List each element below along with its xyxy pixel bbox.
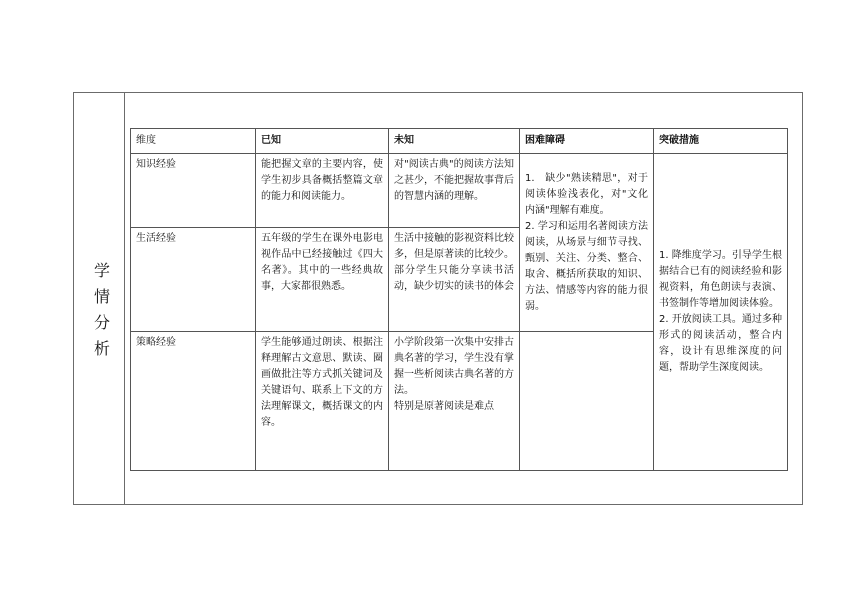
breakthrough-cell <box>654 154 788 471</box>
section-label-char: 学 <box>93 261 110 280</box>
row-known <box>256 228 389 332</box>
row-unknown <box>389 332 520 471</box>
section-label-char: 情 <box>93 287 110 306</box>
header-known: 已知 <box>256 129 389 154</box>
unknown-text: 部分学生只能分享读书活动，缺少切实的读书的体会 <box>394 265 514 292</box>
row-unknown <box>389 154 520 228</box>
difficulty-text: 2. 学习和运用名著阅读方法阅读，从场景与细节寻找、甄别、关注、分类、整合、取舍、概括所获取的知识、方法、情感等内容的能力很弱。 <box>525 220 648 312</box>
section-label-char: 分 <box>93 313 110 332</box>
header-row <box>131 129 788 154</box>
known-text: 五年级的学生在课外电影电视作品中已经接触过《四大名著》。其中的一些经典故事，大家都很熟悉。 <box>261 233 383 292</box>
header-breakthrough: 突破措施 <box>654 129 788 154</box>
breakthrough-text: 1. 降维度学习。引导学生根据结合已有的阅读经验和影视资料，角色朗读与表演、书签制作等增加阅读体验。 <box>659 250 782 309</box>
row-known <box>256 154 389 228</box>
header-difficulty: 困难障碍 <box>520 129 654 154</box>
unknown-text: 特别是原著阅读是难点 <box>394 401 494 412</box>
unknown-text: 生活中接触的影视资料比较多，但是原著读的比较少。 <box>394 233 514 260</box>
unknown-text: 小学阶段第一次集中安排古典名著的学习，学生没有掌握一些析阅读古典名著的方法。 <box>394 337 514 396</box>
row-dimension: 知识经验 <box>131 154 256 228</box>
row-dimension: 策略经验 <box>131 332 256 471</box>
unknown-text: 对"阅读古典"的阅读方法知之甚少，不能把握故事背后的智慧内涵的理解。 <box>394 159 514 202</box>
known-text: 学生能够通过朗读、根据注释理解古文意思、默读、圈画做批注等方式抓关键词及关键语句、联系上下文的方法理解课文，概括课文的内容。 <box>261 337 383 428</box>
frame-divider <box>124 92 125 505</box>
row-unknown <box>389 228 520 332</box>
header-unknown: 未知 <box>389 129 520 154</box>
section-label-char: 析 <box>93 339 110 358</box>
difficulty-text: 1. 缺少"熟读精思"，对于阅读体验浅表化，对"文化内涵"理解有难度。 <box>525 172 648 216</box>
known-text: 能把握文章的主要内容，使学生初步具备概括整篇文章的能力和阅读能力。 <box>261 159 383 202</box>
table-row <box>131 154 788 228</box>
difficulty-cell <box>520 154 654 332</box>
analysis-table <box>130 128 788 471</box>
row-dimension: 生活经验 <box>131 228 256 332</box>
row-known <box>256 332 389 471</box>
difficulty-empty-cell <box>520 332 654 471</box>
breakthrough-text: 2. 开放阅读工具。通过多种形式的阅读活动，整合内容，设计有思维深度的问题，帮助学生深度阅读。 <box>659 314 782 373</box>
section-label <box>88 258 116 362</box>
header-dimension: 维度 <box>131 129 256 154</box>
